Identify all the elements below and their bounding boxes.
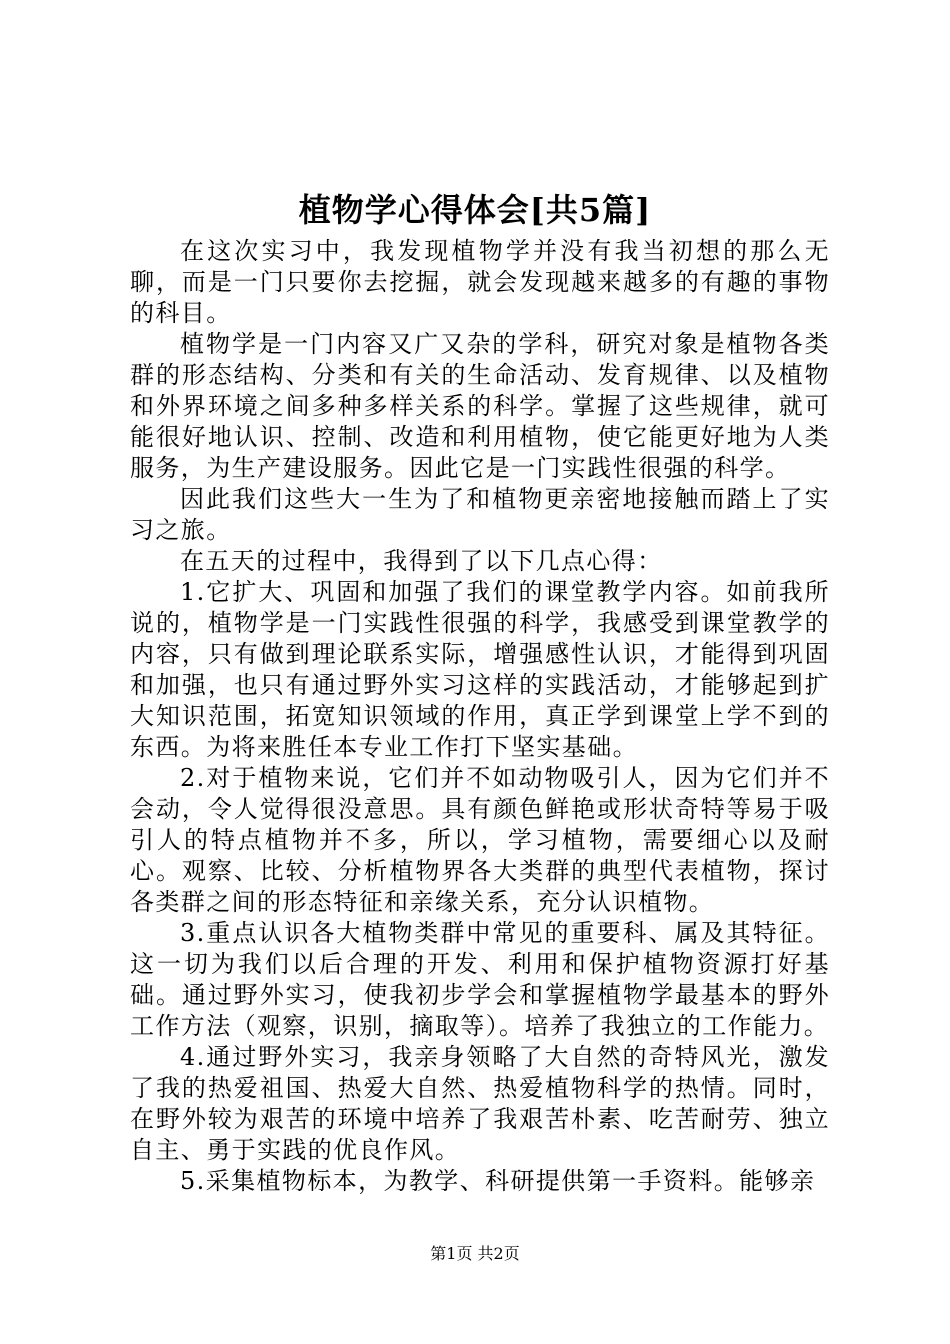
page-number-footer: 第1页 共2页 (430, 1244, 520, 1263)
document-title: 植物学心得体会[共5篇] (298, 191, 652, 229)
paragraph: 植物学是一门内容又广又杂的学科，研究对象是植物各类群的形态结构、分类和有关的生命活动、发育规律、以及植物和外界环境之间多种多样关系的科学。掌握了这些规律，就可能很好地认识、控制、改造和利用植物，使它能更好地为人类服务，为生产建设服务。因此它是一门实践性很强的科学。 (130, 330, 830, 482)
paragraph: 在这次实习中，我发现植物学并没有我当初想的那么无聊，而是一门只要你去挖掘，就会发现越来越多的有趣的事物的科目。 (130, 237, 830, 327)
paragraph: 因此我们这些大一生为了和植物更亲密地接触而踏上了实习之旅。 (130, 485, 830, 544)
paragraph: 3.重点认识各大植物类群中常见的重要科、属及其特征。这一切为我们以后合理的开发、利用和保护植物资源打好基础。通过野外实习，使我初步学会和掌握植物学最基本的野外工作方法（观察，识别，摘取等）。培养了我独立的工作能力。 (130, 919, 830, 1040)
paragraph: 4.通过野外实习，我亲身领略了大自然的奇特风光，激发了我的热爱祖国、热爱大自然、热爱植物科学的热情。同时，在野外较为艰苦的环境中培养了我艰苦朴素、吃苦耐劳、独立自主、勇于实践的优良作风。 (130, 1043, 830, 1164)
paragraph: 5.采集植物标本，为教学、科研提供第一手资料。能够亲 (180, 1167, 816, 1195)
document-body (130, 236, 830, 1197)
paragraph: 2.对于植物来说，它们并不如动物吸引人，因为它们并不会动，令人觉得很没意思。具有颜色鲜艳或形状奇特等易于吸引人的特点植物并不多，所以，学习植物，需要细心以及耐心。观察、比较、分析植物界各大类群的典型代表植物，探讨各类群之间的形态特征和亲缘关系，充分认识植物。 (130, 764, 830, 916)
paragraph: 1.它扩大、巩固和加强了我们的课堂教学内容。如前我所说的，植物学是一门实践性很强的科学，我感受到课堂教学的内容，只有做到理论联系实际，增强感性认识，才能得到巩固和加强，也只有通过野外实习这样的实践活动，才能够起到扩大知识范围，拓宽知识领域的作用，真正学到课堂上学不到的东西。为将来胜任本专业工作打下坚实基础。 (130, 578, 830, 761)
paragraph: 在五天的过程中，我得到了以下几点心得： (180, 547, 663, 575)
